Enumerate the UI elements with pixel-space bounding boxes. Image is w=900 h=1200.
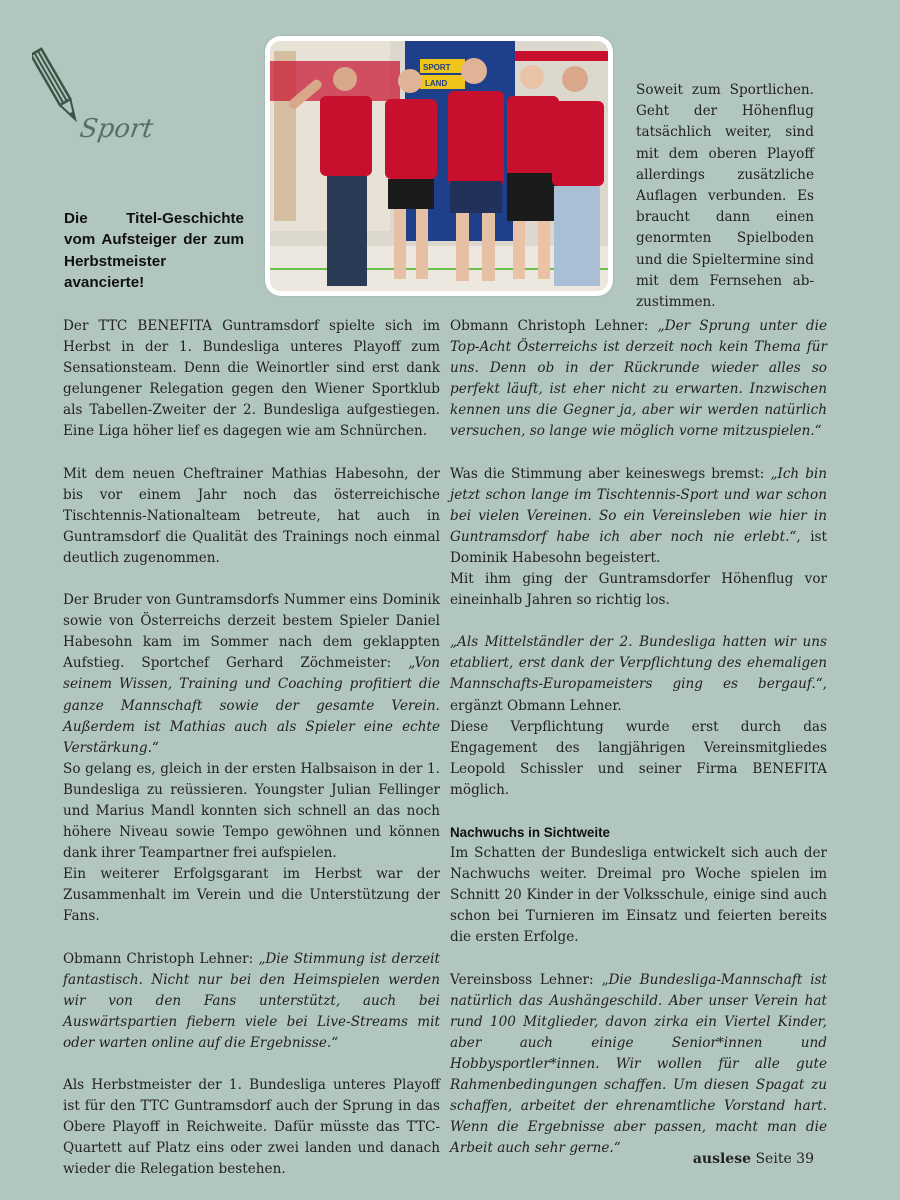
pencil-icon bbox=[32, 44, 82, 129]
body-text: Mit ihm ging der Guntramsdorfer Höhenflug vor eineinhalb Jahren so richtig los. bbox=[450, 571, 827, 609]
banner-text: SPORT bbox=[423, 63, 451, 72]
body-text: So gelang es, gleich in der ersten Halbsaison in der 1. Bundesliga zu reüssieren. Youngster Julian Fellinger und Marius Mandl konnten sich schnell an das noch höhere Niveau sowie Tempo gewöhnen und können dank ihrer Teampartner frei aufspielen. bbox=[63, 760, 440, 862]
banner-text: LAND bbox=[425, 79, 448, 88]
paragraph bbox=[450, 717, 827, 801]
body-text: Diese Verpflichtung wurde erst durch das Engagement des langjährigen Vereinsmitgliedes Leopold Schissler und seiner Firma BENEFITA möglich. bbox=[450, 718, 827, 798]
body-text: , ergänzt Obmann Lehner. bbox=[450, 676, 827, 714]
subheading: Nachwuchs in Sichtweite bbox=[450, 824, 610, 840]
body-text: Obmann Christoph Lehner: bbox=[450, 318, 658, 334]
paragraph bbox=[63, 759, 440, 864]
body-text: Was die Stimmung aber keineswegs bremst: bbox=[450, 465, 771, 482]
body-text: , ist Dominik Habesohn begeistert. bbox=[450, 528, 827, 566]
paragraph bbox=[63, 949, 440, 1054]
paragraph bbox=[450, 843, 827, 948]
article-column-right bbox=[450, 316, 827, 1159]
body-text: Der Bruder von Guntramsdorfs Nummer eins Dominik sowie von Österreichs derzeit bestem Spieler Daniel Habesohn kam im Sommer nach dem geklappten Aufstieg. Sportchef Gerhard Zöchmeister: bbox=[63, 592, 440, 672]
paragraph bbox=[63, 464, 440, 569]
paragraph bbox=[63, 1075, 440, 1180]
body-text: Obmann Christoph Lehner: bbox=[63, 950, 259, 967]
paragraph bbox=[63, 590, 440, 759]
paragraph bbox=[450, 569, 827, 611]
team-photo bbox=[270, 41, 608, 291]
sidebar-text: Soweit zum Sportlichen. Geht der Höhenflug tatsächlich weiter, sind mit dem oberen Playoff allerdings zusätzliche Auflagen verbunden. Es braucht dann einen genormten Spielboden und die Spieltermine sind mit dem Fernsehen abzustimmen. bbox=[636, 82, 814, 311]
paragraph bbox=[450, 970, 827, 1160]
body-text: Ein weiterer Erfolgsgarant im Herbst war der Zusammenhalt im Verein und die Unterstützung der Fans. bbox=[63, 866, 440, 925]
body-text: Als Herbstmeister der 1. Bundesliga unteres Playoff ist für den TTC Guntramsdorf auch der Sprung in das Obere Playoff in Reichweite. Dafür müsste das TTC-Quartett auf Platz eins oder zwei landen und danach wieder die Relegation bestehen. bbox=[63, 1077, 440, 1178]
quote-text: „Der Sprung unter die Top-Acht Österreichs ist derzeit noch kein Thema für uns. Denn ob in der Rückrunde wieder alles so perfekt läuft, ist eher nicht zu erwarten. Inzwischen kennen uns die Gegner ja, aber wir werden natürlich versuchen, so lange wie möglich vorne mitzuspielen.“ bbox=[450, 318, 827, 440]
magazine-brand: auslese bbox=[692, 1151, 752, 1167]
quote-text: „Die Stimmung ist derzeit fantastisch. Nicht nur bei den Heimspielen werden wir von den Fans unterstützt, auch bei Auswärtspartien fiebern viele bei Live-Streams mit oder warten online auf die Ergebnisse.“ bbox=[63, 950, 440, 1051]
body-text: Im Schatten der Bundesliga entwickelt sich auch der Nachwuchs weiter. Dreimal pro Woche spielen im Schnitt 20 Kinder in der Volksschule, einige sind auch schon bei Turnieren im Einsatz und feierten bereits die ersten Erfolge. bbox=[450, 845, 827, 946]
quote-text: „Von seinem Wissen, Training und Coaching profitiert die ganze Mannschaft sowie der gesamte Verein. Außerdem ist Mathias auch als Spieler eine echte Verstärkung.“ bbox=[63, 655, 440, 756]
paragraph bbox=[63, 316, 440, 443]
article-column-left bbox=[63, 316, 440, 1180]
body-text: Der TTC BENEFITA Guntramsdorf spielte sich im Herbst in der 1. Bundesliga unteres Playoff zum Sensationsteam. Denn die Weinortler sind erst dank gelungener Relegation gegen den Wiener Sportklub als Tabellen-Zweiter der 2. Bundesliga aufgestiegen. Eine Liga höher lief es dagegen wie am Schnürchen. bbox=[63, 318, 440, 440]
section-label: Sport bbox=[77, 114, 156, 144]
paragraph bbox=[450, 632, 827, 716]
quote-text: „Ich bin jetzt schon lange im Tischtennis-Sport und war schon bei vielen Vereinen. So ein Vereinsleben wie hier in Guntramsdorf habe ich aber noch nie erlebt.“ bbox=[450, 465, 827, 545]
lead-heading: Die Titel-Geschichte vom Aufsteiger der zum Herbstmeister avancierte! bbox=[64, 210, 244, 291]
paragraph bbox=[450, 464, 827, 569]
paragraph bbox=[63, 864, 440, 927]
page-number: Seite 39 bbox=[755, 1151, 814, 1167]
body-text: Vereinsboss Lehner: bbox=[450, 971, 602, 988]
team-photo-frame bbox=[265, 36, 613, 296]
team-photo-illustration bbox=[270, 41, 608, 291]
quote-text: „Die Bundesliga-Mannschaft ist natürlich das Aushängeschild. Aber unser Verein hat rund 100 Mitglieder, davon zirka ein Viertel Kinder, aber auch einige Senior*innen und Hobbysportler*innen. Wir wollen für alle gute Rahmenbedingungen schaffen. Um diesen Spagat zu schaffen, arbeitet der ehrenamtliche Vorstand hart. Wenn die Ergebnisse aber passen, macht man die Arbeit auch sehr gerne.“ bbox=[450, 971, 828, 1157]
body-text: Mit dem neuen Cheftrainer Mathias Habesohn, der bis vor einem Jahr noch das österreichische Tischtennis-Nationalteam betreute, hat auch in Guntramsdorf die Qualität des Trainings noch einmal deutlich zugenommen. bbox=[63, 465, 440, 566]
quote-text: „Als Mittelständler der 2. Bundesliga hatten wir uns etabliert, erst dank der Verpflichtung des ehemaligen Mannschafts-Europameisters ging es bergauf.“ bbox=[450, 634, 827, 693]
paragraph bbox=[450, 316, 827, 443]
page-footer bbox=[693, 1151, 814, 1167]
